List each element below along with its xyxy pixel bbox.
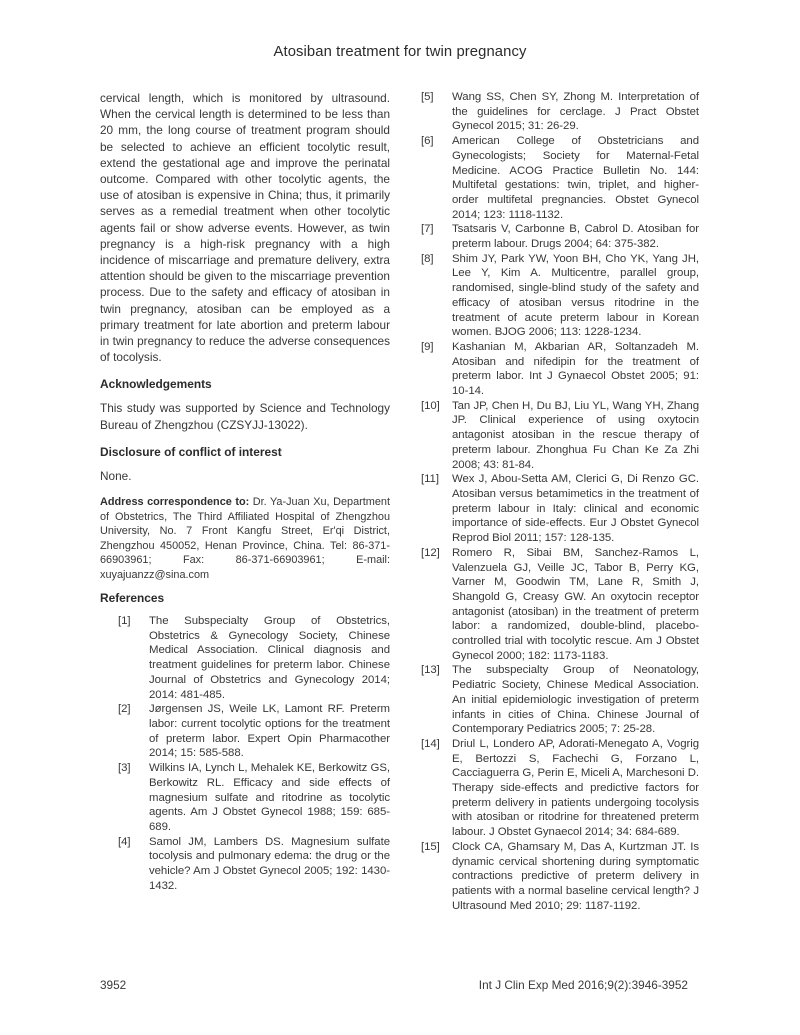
reference-text: Kashanian M, Akbarian AR, Soltanzadeh M. Atosiban and nifedipin for the treatment of preterm labor. Int J Gynaecol Obstet 2005; 91: 10-14. xyxy=(452,340,699,398)
reference-item xyxy=(118,702,390,761)
correspondence-label: Address correspondence to: xyxy=(100,496,250,509)
reference-text: American College of Obstetricians and Gynecologists; Society for Maternal-Fetal Medicine. ACOG Practice Bulletin No. 144: Multifetal gestations: twin, triplet, and higher-order multifetal pregnancies. Obstet Gynecol 2014; 123: 1118-1132. xyxy=(452,135,699,221)
reference-text: Clock CA, Ghamsary M, Das A, Kurtzman JT. Is dynamic cervical shortening during symptomatic contractions predictive of preterm delivery in patients with a normal baseline cervical length? J Ultrasound Med 2010; 29: 1187-1192. xyxy=(452,840,699,912)
reference-number: [6] xyxy=(421,135,434,148)
footer-page-number: 3952 xyxy=(100,978,127,992)
correspondence-text: Dr. Ya-Juan Xu, Department of Obstetrics, The Third Affiliated Hospital of Zhengzhou University, No. 7 Front Kangfu Street, Er'qi District, Zhengzhou 450052, Henan Province, China. Tel: 86-371-66903961; Fax: 86-371-66903961; E-mail: xuyajuanzz@sina.com xyxy=(100,496,390,581)
reference-text: The subspecialty Group of Neonatology, Pediatric Society, Chinese Medical Association. An initial epidemiologic investigation of preterm infants in cities of China. Chinese Journal of Contemporary Pediatrics 2005; 7: 25-28. xyxy=(452,664,699,736)
reference-number: [5] xyxy=(421,91,434,103)
column-right xyxy=(421,90,699,913)
reference-text: Wilkins IA, Lynch L, Mehalek KE, Berkowitz GS, Berkowitz RL. Efficacy and side effects of magnesium sulfate and ritodrine as tocolytic agents. Am J Obstet Gynecol 1988; 159: 685-689. xyxy=(149,762,390,833)
page-title: Atosiban treatment for twin pregnancy xyxy=(273,44,527,60)
reference-number: [4] xyxy=(118,835,131,848)
reference-item xyxy=(118,761,390,835)
reference-text: Wang SS, Chen SY, Zhong M. Interpretation of the guidelines for cerclage. J Pract Obstet Gynecol 2015; 31: 26-29. xyxy=(452,91,699,133)
reference-number: [10] xyxy=(421,399,440,412)
reference-number: [3] xyxy=(118,762,131,775)
reference-number: [12] xyxy=(421,546,440,559)
reference-text: Samol JM, Lambers DS. Magnesium sulfate tocolysis and pulmonary edema: the drug or the vehicle? Am J Obstet Gynecol 2005; 192: 1430-1432. xyxy=(149,835,390,892)
footer-journal-citation: Int J Clin Exp Med 2016;9(2):3946-3952 xyxy=(478,978,688,992)
reference-number: [9] xyxy=(421,340,434,353)
reference-list-right xyxy=(421,90,699,913)
reference-item xyxy=(118,614,390,702)
reference-text: The Subspecialty Group of Obstetrics, Obstetrics & Gynecology Society, Chinese Medical Association. Clinical diagnosis and treatment guidelines for preterm labor. Chinese Journal of Obstetrics and Gynecology 2014; 2014: 481-485. xyxy=(149,615,390,701)
reference-text: Romero R, Sibai BM, Sanchez-Ramos L, Valenzuela GJ, Veille JC, Tabor B, Perry KG, Varner M, Goodwin TM, Lane R, Smith J, Shangold G, Creasy GW. An oxytocin receptor antagonist (atosiban) in the treatment of preterm labor: a randomized, double-blind, placebo-controlled trial with tocolytic rescue. Am J Obstet Gynecol 2000; 182: 1173-1183. xyxy=(452,546,699,662)
reference-item xyxy=(421,340,699,399)
reference-text: Tsatsaris V, Carbonne B, Cabrol D. Atosiban for preterm labour. Drugs 2004; 64: 375-382. xyxy=(452,223,699,251)
reference-item xyxy=(421,252,699,340)
reference-number: [2] xyxy=(118,703,131,716)
disclosure-text: None. xyxy=(100,468,132,483)
reference-number: [7] xyxy=(421,223,434,236)
reference-list-left xyxy=(100,614,390,893)
column-left xyxy=(100,90,390,893)
reference-item xyxy=(421,663,699,737)
reference-number: [8] xyxy=(421,252,434,265)
acknowledgements-heading: Acknowledgements xyxy=(100,377,212,392)
reference-text: Tan JP, Chen H, Du BJ, Liu YL, Wang YH, Zhang JP. Clinical experience of using oxytocin antagonist atosiban in the rescue therapy of preterm labour. Zhonghua Fu Chan Ke Za Zhi 2008; 43: 81-84. xyxy=(452,399,699,471)
reference-text: Jørgensen JS, Weile LK, Lamont RF. Preterm labor: current tocolytic options for the treatment of preterm labor. Expert Opin Pharmacother 2014; 15: 585-588. xyxy=(149,703,390,760)
reference-text: Wex J, Abou-Setta AM, Clerici G, Di Renzo GC. Atosiban versus betamimetics in the treatment of preterm labour in Italy: clinical and economic importance of side-effects. Eur J Obstet Gynecol Reprod Biol 2011; 157: 128-135. xyxy=(452,473,699,545)
reference-item xyxy=(421,134,699,222)
reference-number: [11] xyxy=(421,473,439,486)
reference-number: [1] xyxy=(118,615,131,628)
reference-item xyxy=(421,546,699,664)
reference-item xyxy=(421,840,699,914)
body-paragraph: cervical length, which is monitored by ultrasound. When the cervical length is determined to be less than 20 mm, the long course of treatment program should be selected to achieve an efficient tocolytic result, extend the gestational age and improve the perinatal outcome. Compared with other tocolytic agents, the use of atosiban is expensive in China; thus, it primarily serves as a remedial treatment when other tocolytic agents fail or show adverse events. However, as twin pregnancy is a high-risk pregnancy with a high incidence of miscarriage and premature delivery, extra attention should be given to the miscarriage prevention process. Due to the safety and efficacy of atosiban in twin pregnancy, atosiban can be employed as a primary treatment for late abortion and preterm labour in twin pregnancy to reduce the adverse consequences of tocolysis. xyxy=(100,91,390,365)
reference-text: Driul L, Londero AP, Adorati-Menegato A, Vogrig E, Bertozzi S, Fachechi G, Forzano L, Cacciaguerra G, Perin E, Miceli A, Marchesoni D. Therapy side-effects and predictive factors for preterm delivery in patients undergoing tocolysis with atosiban or ritodrine for threatened preterm labour. J Obstet Gynaecol 2014; 34: 684-689. xyxy=(452,737,699,839)
reference-number: [15] xyxy=(421,840,440,853)
disclosure-heading: Disclosure of conflict of interest xyxy=(100,444,282,459)
reference-item xyxy=(118,835,390,894)
reference-number: [14] xyxy=(421,737,440,750)
reference-item xyxy=(421,737,699,840)
reference-text: Shim JY, Park YW, Yoon BH, Cho YK, Yang JH, Lee Y, Kim A. Multicentre, parallel group, randomised, single-blind study of the safety and efficacy of atosiban versus ritodrine in the treatment of acute preterm labour in Korean women. BJOG 2006; 113: 1228-1234. xyxy=(452,252,699,339)
references-heading: References xyxy=(100,591,165,606)
acknowledgements-text: This study was supported by Science and Technology Bureau of Zhengzhou (CZSYJJ-13022). xyxy=(100,401,390,432)
reference-item xyxy=(421,222,699,251)
correspondence-paragraph xyxy=(100,495,390,582)
reference-item xyxy=(421,472,699,546)
reference-item xyxy=(421,399,699,473)
reference-item xyxy=(421,90,699,134)
reference-number: [13] xyxy=(421,664,440,677)
